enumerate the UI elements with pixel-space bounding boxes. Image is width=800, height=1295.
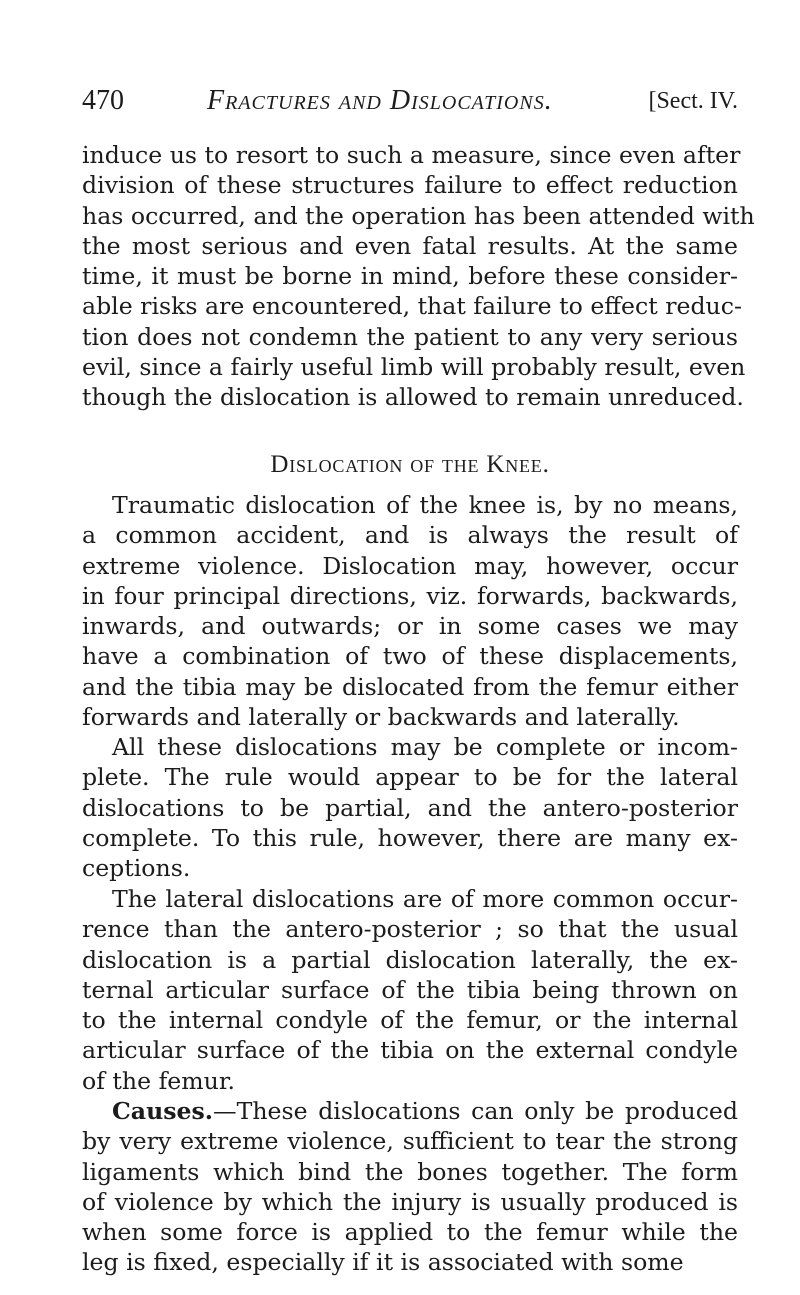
paragraph-1 [82,140,755,413]
text-line: leg is fixed, especially if it is associated with some [82,1248,684,1277]
paragraph-4 [82,884,738,1096]
text-line: have a combination of two of these displacements, [82,642,738,671]
paragraph-2 [82,490,738,732]
text-line: the most serious and even fatal results. At the same [82,231,738,260]
text-line: extreme violence. Dislocation may, however, occur [82,551,738,580]
section-heading: Dislocation of the Knee. [270,451,550,478]
paragraph-5 [82,1096,738,1278]
text-fragment: —These dislocations can only be produced [213,1097,738,1125]
running-title: Fractures and Dislocations. [207,85,553,116]
text-line: has occurred, and the operation has been attended with [82,201,755,230]
text-line: to the internal condyle of the femur, or the internal [82,1006,738,1035]
text-line: induce us to resort to such a measure, since even after [82,141,741,169]
text-line: of the femur. [82,1066,236,1095]
text-line: though the dislocation is allowed to remain unreduced. [82,383,744,412]
text-line [82,1096,738,1126]
text-line: tion does not condemn the patient to any very serious [82,322,738,351]
text-line: ligaments which bind the bones together. The form [82,1157,738,1186]
run-in-heading-causes: Causes. [112,1097,214,1125]
text-line: a common accident, and is always the result of [82,521,738,550]
text-line: division of these structures failure to effect reduction [82,171,738,200]
text-line: articular surface of the tibia on the external condyle [82,1036,738,1065]
text-line: time, it must be borne in mind, before these consider- [82,262,738,291]
page-header [82,84,738,118]
text-line: Traumatic dislocation of the knee is, by no means, [112,491,738,519]
text-line: of violence by which the injury is usually produced is [82,1187,738,1216]
section-reference: [Sect. IV. [648,88,738,114]
text-line: dislocation is a partial dislocation laterally, the ex- [82,945,738,974]
text-line: dislocations to be partial, and the antero-posterior [82,793,738,822]
text-line: plete. The rule would appear to be for the lateral [82,763,738,792]
text-line: by very extreme violence, sufficient to tear the strong [82,1127,738,1156]
text-line: ternal articular surface of the tibia being thrown on [82,975,738,1004]
text-line: All these dislocations may be complete or incom- [112,733,738,761]
text-line: when some force is applied to the femur while the [82,1218,738,1247]
text-line: and the tibia may be dislocated from the femur either [82,672,738,701]
page-number: 470 [82,85,124,116]
text-line: ceptions. [82,854,191,883]
text-line: The lateral dislocations are of more common occur- [112,885,738,913]
text-line: able risks are encountered, that failure to effect reduc- [82,292,742,321]
text-line: complete. To this rule, however, there are many ex- [82,823,738,852]
text-line: rence than the antero-posterior ; so that the usual [82,915,738,944]
text-line: forwards and laterally or backwards and laterally. [82,703,680,732]
text-line: inwards, and outwards; or in some cases we may [82,612,738,641]
paragraph-3 [82,732,738,883]
text-line: evil, since a fairly useful limb will probably result, even [82,353,746,382]
text-line: in four principal directions, viz. forwards, backwards, [82,581,738,610]
